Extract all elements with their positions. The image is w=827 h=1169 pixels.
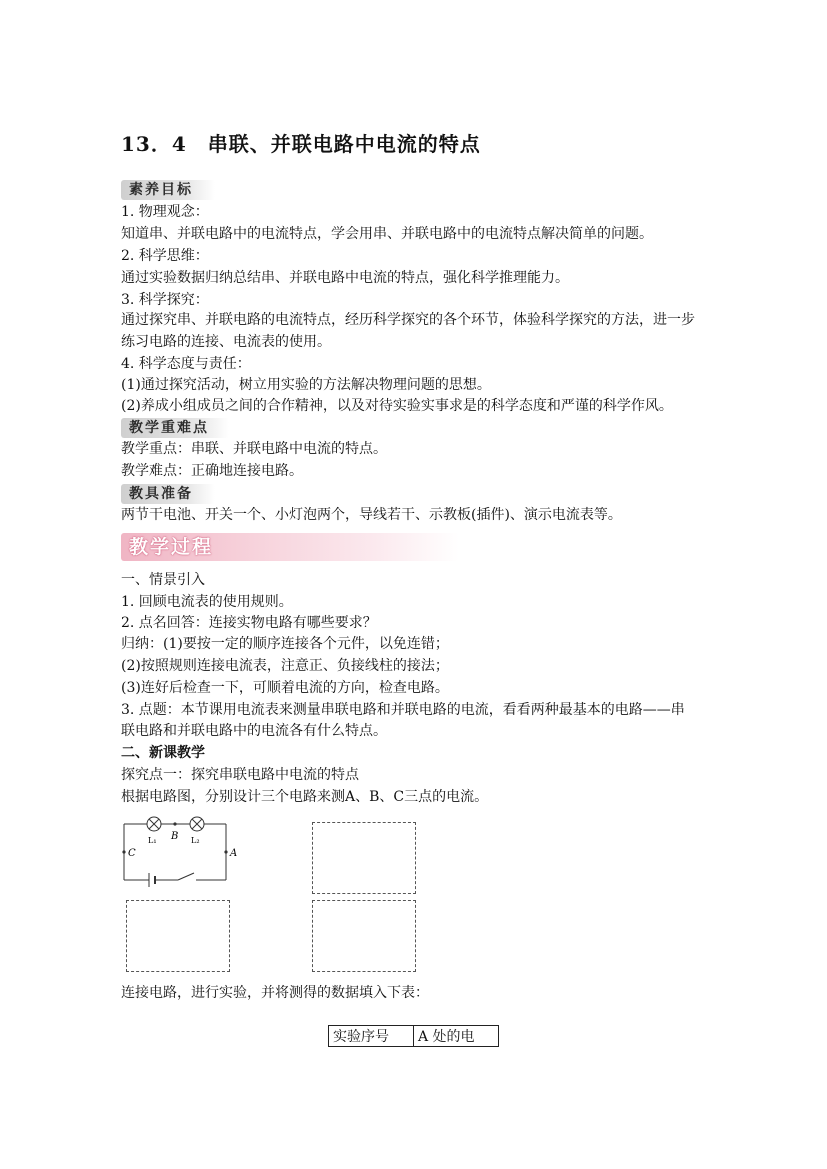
design-box[interactable] [312,900,416,972]
section-badge-goals: 素养目标 [121,180,215,200]
table-header-cell: A 处的电 [414,1026,499,1047]
label-b: B [171,831,179,842]
process-line: 3. 点题：本节课用电流表来测量串联电路和并联电路的电流，看看两种最基本的电路——串 [121,702,685,718]
process-line: 根据电路图，分别设计三个电路来测A、B、C三点的电流。 [121,789,489,805]
lamp-icon [147,817,161,831]
goal-line: (1)通过探究活动，树立用实验的方法解决物理问题的思想。 [121,377,491,393]
goal-line: 练习电路的连接、电流表的使用。 [121,334,331,350]
process-line: (2)按照规则连接电流表，注意正、负接线柱的接法； [121,658,449,674]
section-badge-process: 教学过程 [121,533,459,561]
process-heading: 二、新课教学 [121,745,205,761]
after-text: 连接电路，进行实验，并将测得的数据填入下表： [121,985,429,1001]
label-a: A [230,848,238,859]
label-l2: L₂ [191,836,200,845]
lamp-icon [190,817,204,831]
table-row [329,1026,499,1047]
goal-line: 1. 物理观念： [121,204,209,220]
section-badge-tools: 教具准备 [121,484,215,504]
process-line: 归纳：(1)要按一定的顺序连接各个元件，以免连错； [121,636,449,652]
node-a-dot [224,850,227,853]
goal-line: 4. 科学态度与责任： [121,356,251,372]
series-circuit-diagram [118,812,248,892]
process-line: (3)连好后检查一下，可顺着电流的方向，检查电路。 [121,680,449,696]
design-box[interactable] [312,822,416,894]
table-header-cell: 实验序号 [329,1026,414,1047]
process-line: 探究点一：探究串联电路中电流的特点 [121,767,359,783]
label-l1: L₁ [148,836,157,845]
section-badge-key: 教学重难点 [121,418,229,438]
process-line: 2. 点名回答：连接实物电路有哪些要求？ [121,615,377,631]
label-c: C [128,848,136,859]
process-line: 联电路和并联电路中的电流各有什么特点。 [121,723,387,739]
goal-line: 3. 科学探究： [121,292,209,308]
process-line: 一、情景引入 [121,572,205,588]
page-title: 13．4 串联、并联电路中电流的特点 [121,132,481,156]
key-line: 教学难点：正确地连接电路。 [121,463,303,479]
process-line: 1. 回顾电流表的使用规则。 [121,594,293,610]
goal-line: 2. 科学思维： [121,248,209,264]
key-line: 教学重点：串联、并联电路中电流的特点。 [121,441,387,457]
node-c-dot [122,850,125,853]
goal-line: 通过实验数据归纳总结串、并联电路中电流的特点，强化科学推理能力。 [121,270,569,286]
goal-line: (2)养成小组成员之间的合作精神，以及对待实验实事求是的科学态度和严谨的科学作风。 [121,398,673,414]
node-b-dot [173,822,176,825]
tools-line: 两节干电池、开关一个、小灯泡两个，导线若干、示教板(插件)、演示电流表等。 [121,507,622,523]
design-box[interactable] [126,900,230,972]
goal-line: 通过探究串、并联电路的电流特点，经历科学探究的各个环节，体验科学探究的方法，进一步 [121,312,695,328]
data-table [328,1025,499,1047]
goal-line: 知道串、并联电路中的电流特点，学会用串、并联电路中的电流特点解决简单的问题。 [121,226,653,242]
